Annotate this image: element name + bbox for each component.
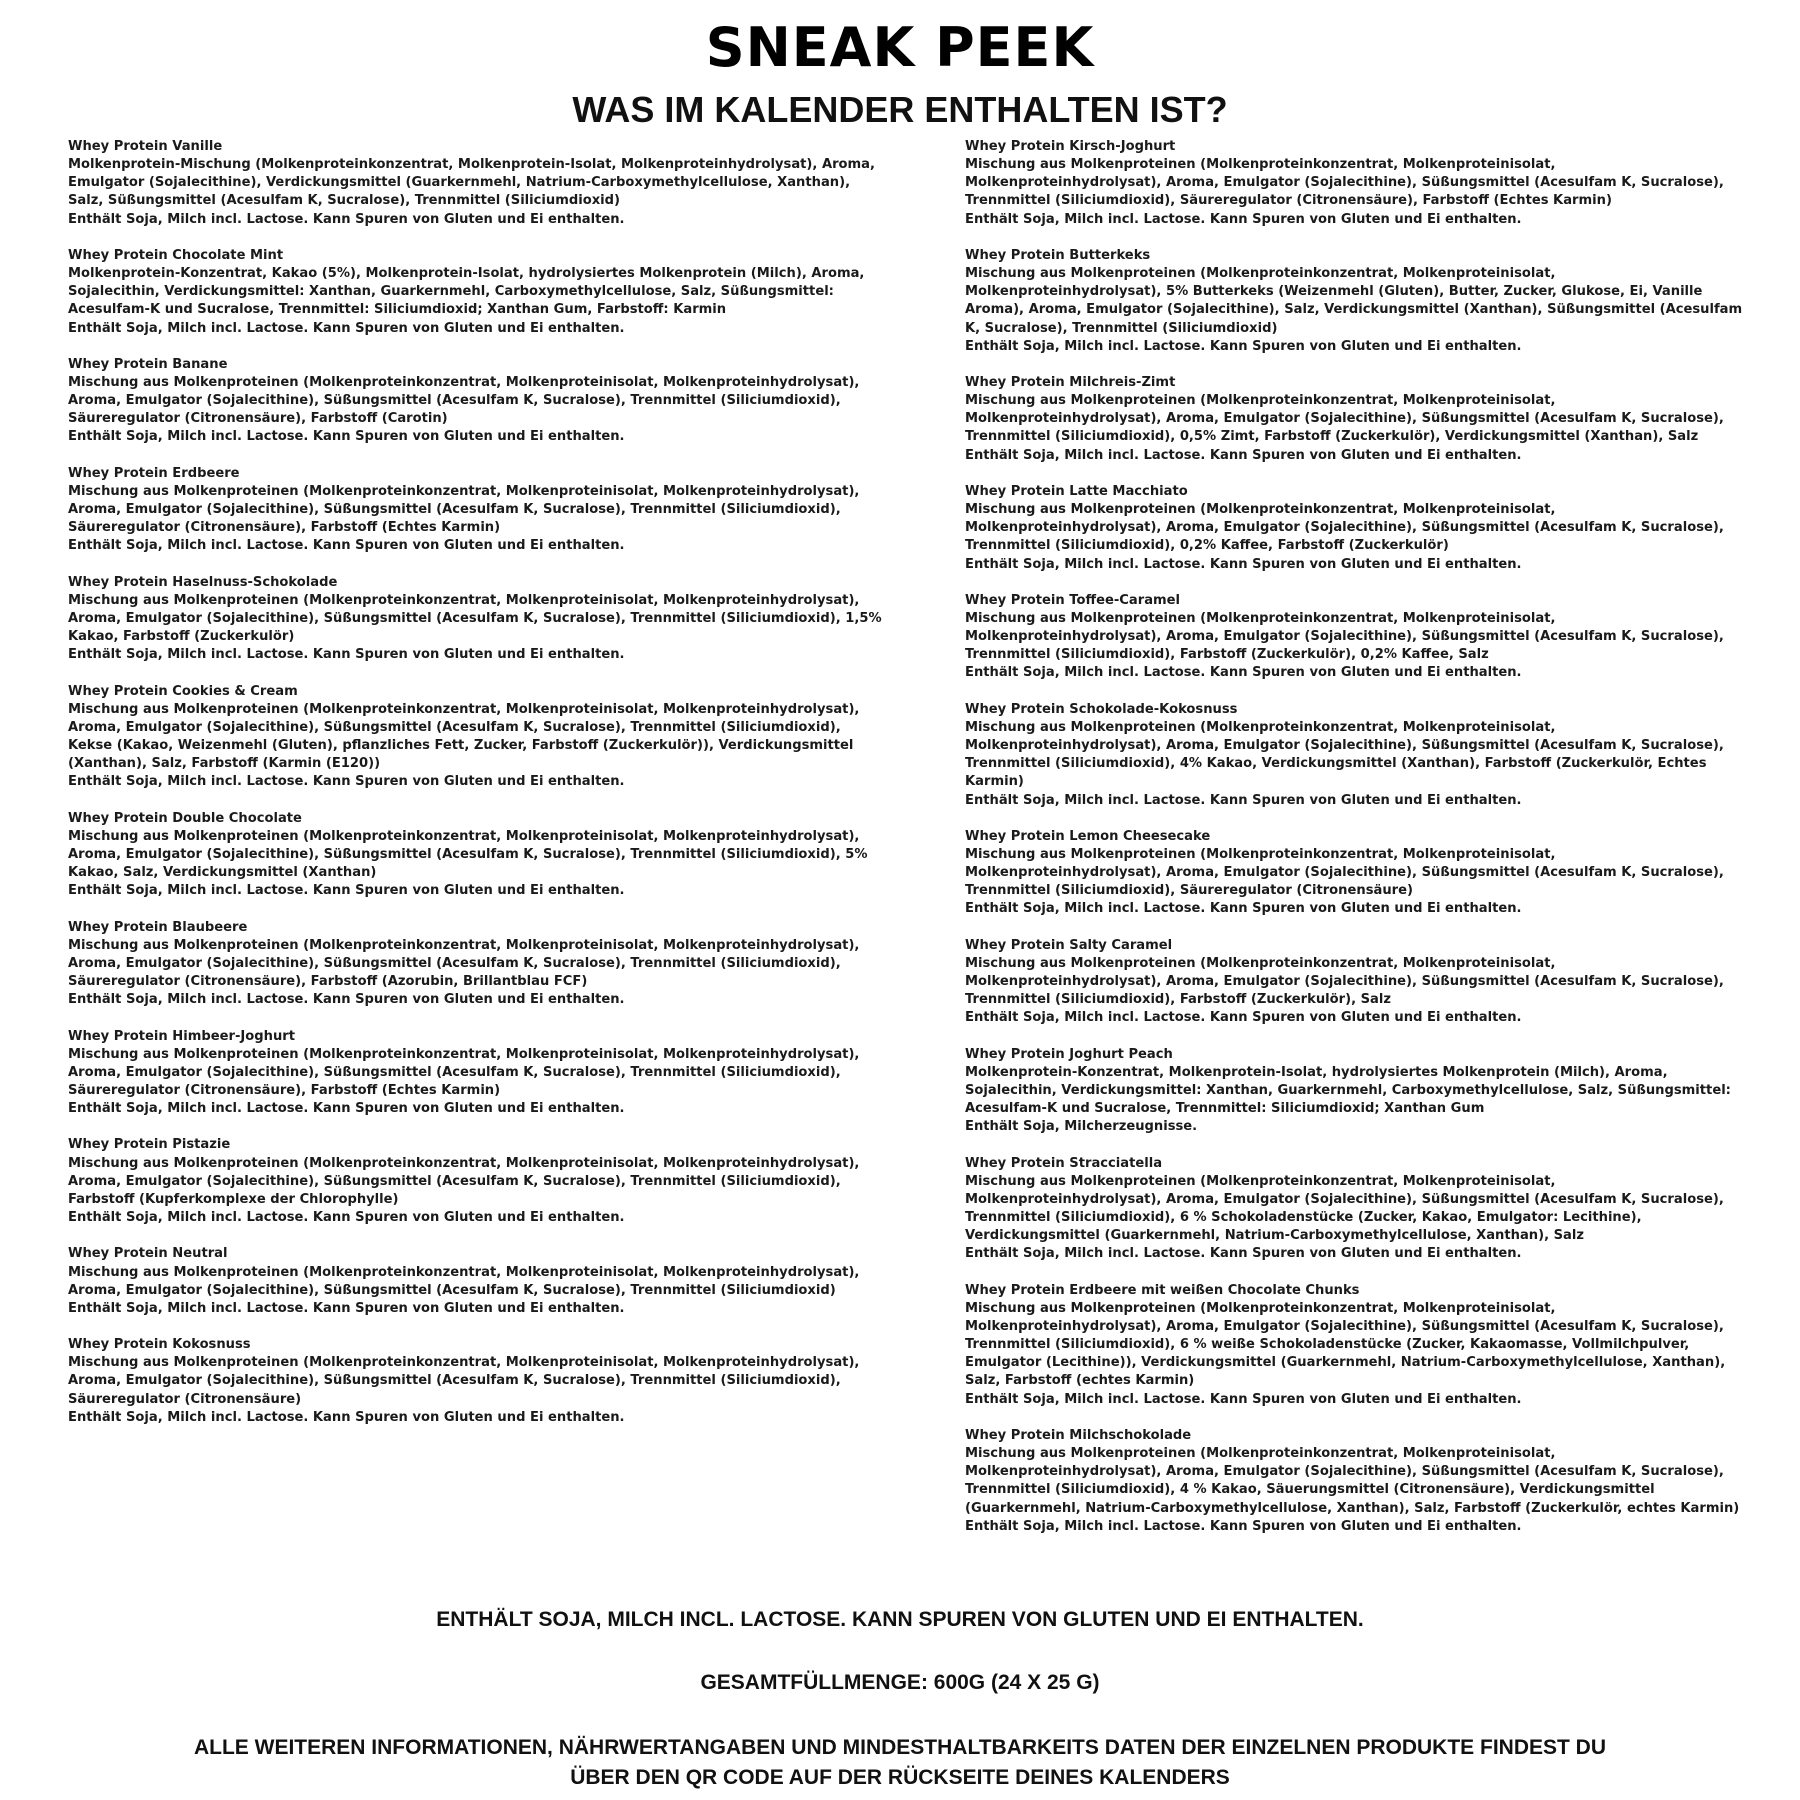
product-name: Whey Protein Salty Caramel (965, 937, 1173, 953)
product-item (68, 138, 888, 229)
product-item (68, 919, 888, 1010)
product-name: Whey Protein Banane (68, 356, 228, 372)
product-name: Whey Protein Erdbeere (68, 465, 240, 481)
product-item (68, 356, 888, 447)
product-ingredients: Mischung aus Molkenproteinen (Molkenproteinkonzentrat, Molkenproteinisolat, Molkenproteinhydrolysat), Aroma, Emulgator (Sojalecithine), Süßungsmittel (Acesulfam K, Sucralose), Trennmittel (Siliciumdioxid), 6 % Schokoladenstücke (Zucker, Kakao, Emulgator: Lecithine), Verdickungsmittel (Guarkernmehl, Natrium-Carboxymethylcellulose, Xanthan), Salz (965, 1173, 1724, 1244)
product-item (965, 374, 1755, 465)
product-item (965, 701, 1755, 810)
product-item (68, 1336, 888, 1427)
product-ingredients: Mischung aus Molkenproteinen (Molkenproteinkonzentrat, Molkenproteinisolat, Molkenproteinhydrolysat), Aroma, Emulgator (Sojalecithine), Süßungsmittel (Acesulfam K, Sucralose), Trennmittel (Siliciumdioxid), 4 % Kakao, Säuerungsmittel (Citronensäure), Verdickungsmittel (Guarkernmehl, Natrium-Carboxymethylcellulose, Xanthan), Salz, Farbstoff (Zuckerkulör, echtes Karmin) (965, 1446, 1740, 1516)
product-item (965, 828, 1755, 919)
product-ingredients: Mischung aus Molkenproteinen (Molkenproteinkonzentrat, Molkenproteinisolat, Molkenproteinhydrolysat), Aroma, Emulgator (Sojalecithine), Süßungsmittel (Acesulfam K, Sucralose), Trennmittel (Siliciumdioxid), 1,5% Kakao, Farbstoff (Zuckerkulör) (68, 592, 882, 645)
product-name: Whey Protein Neutral (68, 1246, 228, 1262)
product-name: Whey Protein Chocolate Mint (68, 247, 284, 263)
product-name: Whey Protein Haselnuss-Schokolade (68, 574, 338, 590)
product-item (965, 937, 1755, 1028)
product-ingredients: Mischung aus Molkenproteinen (Molkenproteinkonzentrat, Molkenproteinisolat, Molkenproteinhydrolysat), Aroma, Emulgator (Sojalecithine), Süßungsmittel (Acesulfam K, Sucralose), Trennmittel (Siliciumdioxid), Farbstoff (Kupferkomplexe der Chlorophylle) (68, 1155, 860, 1207)
page-subtitle: WAS IM KALENDER ENTHALTEN IST? (572, 89, 1228, 130)
product-ingredients: Molkenprotein-Mischung (Molkenproteinkonzentrat, Molkenprotein-Isolat, Molkenproteinhydrolysat), Aroma, Emulgator (Sojalecithine), Verdickungsmittel (Guarkernmehl, Natrium-Carboxymethylcellulose, Xanthan), Salz, Süßungsmittel (Acesulfam K, Sucralose), Trennmittel (Siliciumdioxid) (68, 157, 875, 209)
product-allergens: Enthält Soja, Milch incl. Lactose. Kann Spuren von Gluten und Ei enthalten. (965, 792, 1522, 808)
product-item (68, 1028, 888, 1119)
product-allergens: Enthält Soja, Milch incl. Lactose. Kann Spuren von Gluten und Ei enthalten. (965, 665, 1522, 681)
product-ingredients: Mischung aus Molkenproteinen (Molkenproteinkonzentrat, Molkenproteinisolat, Molkenproteinhydrolysat), Aroma, Emulgator (Sojalecithine), Süßungsmittel (Acesulfam K, Sucralose), Trennmittel (Siliciumdioxid), 6 % weiße Schokoladenstücke (Zucker, Kakaomasse, Vollmilchpulver, Emulgator (Lecithine)), Verdickungsmittel (Guarkernmehl, Natrium-Carboxymethylcellulose, Xanthan), Salz, Farbstoff (echtes Karmin) (965, 1300, 1726, 1389)
product-name: Whey Protein Himbeer-Joghurt (68, 1028, 296, 1044)
product-allergens: Enthält Soja, Milch incl. Lactose. Kann Spuren von Gluten und Ei enthalten. (965, 1010, 1522, 1026)
product-item (965, 247, 1755, 356)
product-name: Whey Protein Schokolade-Kokosnuss (965, 701, 1238, 717)
product-item (965, 483, 1755, 574)
product-allergens: Enthält Soja, Milch incl. Lactose. Kann Spuren von Gluten und Ei enthalten. (68, 774, 625, 790)
product-name: Whey Protein Lemon Cheesecake (965, 828, 1211, 844)
product-name: Whey Protein Joghurt Peach (965, 1046, 1173, 1062)
product-allergens: Enthält Soja, Milch incl. Lactose. Kann Spuren von Gluten und Ei enthalten. (965, 556, 1522, 572)
product-name: Whey Protein Pistazie (68, 1137, 231, 1153)
product-name: Whey Protein Stracciatella (965, 1155, 1163, 1171)
product-ingredients: Mischung aus Molkenproteinen (Molkenproteinkonzentrat, Molkenproteinisolat, Molkenproteinhydrolysat), Aroma, Emulgator (Sojalecithine), Süßungsmittel (Acesulfam K, Sucralose), Trennmittel (Siliciumdioxid), Säureregulator (Citronensäure), Farbstoff (Echtes Karmin) (965, 157, 1724, 209)
footer-total-amount: GESAMTFÜLLMENGE: 600G (24 X 25 G) (700, 1671, 1100, 1694)
product-allergens: Enthält Soja, Milch incl. Lactose. Kann Spuren von Gluten und Ei enthalten. (965, 1518, 1522, 1534)
product-item (965, 138, 1755, 229)
product-ingredients: Mischung aus Molkenproteinen (Molkenproteinkonzentrat, Molkenproteinisolat, Molkenproteinhydrolysat), Aroma, Emulgator (Sojalecithine), Süßungsmittel (Acesulfam K, Sucralose), Trennmittel (Siliciumdioxid), Kekse (Kakao, Weizenmehl (Gluten), pflanzliches Fett, Zucker, Farbstoff (Zuckerkulör)), Verdickungsmittel (Xanthan), Salz, Farbstoff (Karmin (E120)) (68, 701, 860, 772)
product-item (68, 683, 888, 792)
product-name: Whey Protein Kirsch-Joghurt (965, 139, 1176, 154)
footer-more-info: ALLE WEITEREN INFORMATIONEN, NÄHRWERTANGABEN UND MINDESTHALTBARKEITS DATEN DER EINZELNEN PRODUKTE FINDEST DU ÜBER DEN QR CODE AUF DER RÜCKSEITE DEINES KALENDERS (193, 1736, 1607, 1789)
product-ingredients: Mischung aus Molkenproteinen (Molkenproteinkonzentrat, Molkenproteinisolat, Molkenproteinhydrolysat), Aroma, Emulgator (Sojalecithine), Süßungsmittel (Acesulfam K, Sucralose), Trennmittel (Siliciumdioxid), Säureregulator (Citronensäure), Farbstoff (Carotin) (68, 375, 860, 427)
product-ingredients: Mischung aus Molkenproteinen (Molkenproteinkonzentrat, Molkenproteinisolat, Molkenproteinhydrolysat), Aroma, Emulgator (Sojalecithine), Süßungsmittel (Acesulfam K, Sucralose), Trennmittel (Siliciumdioxid), 5% Kakao, Salz, Verdickungsmittel (Xanthan) (68, 828, 868, 881)
product-allergens: Enthält Soja, Milch incl. Lactose. Kann Spuren von Gluten und Ei enthalten. (68, 883, 625, 899)
product-allergens: Enthält Soja, Milch incl. Lactose. Kann Spuren von Gluten und Ei enthalten. (68, 1101, 625, 1117)
product-ingredients: Mischung aus Molkenproteinen (Molkenproteinkonzentrat, Molkenproteinisolat, Molkenproteinhydrolysat), Aroma, Emulgator (Sojalecithine), Süßungsmittel (Acesulfam K, Sucralose), Trennmittel (Siliciumdioxid), Säureregulator (Citronensäure) (68, 1355, 860, 1407)
product-item (68, 1245, 888, 1318)
product-name: Whey Protein Butterkeks (965, 247, 1151, 263)
product-ingredients: Mischung aus Molkenproteinen (Molkenproteinkonzentrat, Molkenproteinisolat, Molkenproteinhydrolysat), Aroma, Emulgator (Sojalecithine), Süßungsmittel (Acesulfam K, Sucralose), Trennmittel (Siliciumdioxid), 4% Kakao, Verdickungsmittel (Xanthan), Farbstoff (Zuckerkulör, Echtes Karmin) (965, 719, 1724, 790)
product-allergens: Enthält Soja, Milch incl. Lactose. Kann Spuren von Gluten und Ei enthalten. (965, 1246, 1522, 1262)
product-item (965, 1282, 1755, 1409)
product-item (68, 465, 888, 556)
product-ingredients: Mischung aus Molkenproteinen (Molkenproteinkonzentrat, Molkenproteinisolat, Molkenproteinhydrolysat), Aroma, Emulgator (Sojalecithine), Süßungsmittel (Acesulfam K, Sucralose), Trennmittel (Siliciumdioxid), 0,5% Zimt, Farbstoff (Zuckerkulör), Verdickungsmittel (Xanthan), Salz (965, 393, 1724, 445)
product-allergens: Enthält Soja, Milch incl. Lactose. Kann Spuren von Gluten und Ei enthalten. (68, 1210, 625, 1226)
footer-allergen-notice: ENTHÄLT SOJA, MILCH INCL. LACTOSE. KANN SPUREN VON GLUTEN UND EI ENTHALTEN. (436, 1608, 1364, 1631)
product-allergens: Enthält Soja, Milcherzeugnisse. (965, 1119, 1198, 1135)
product-name: Whey Protein Double Chocolate (68, 810, 302, 826)
product-item (965, 1155, 1755, 1264)
product-ingredients: Mischung aus Molkenproteinen (Molkenproteinkonzentrat, Molkenproteinisolat, Molkenproteinhydrolysat), Aroma, Emulgator (Sojalecithine), Süßungsmittel (Acesulfam K, Sucralose), Trennmittel (Siliciumdioxid), Säureregulator (Citronensäure) (965, 847, 1724, 899)
product-allergens: Enthält Soja, Milch incl. Lactose. Kann Spuren von Gluten und Ei enthalten. (68, 1300, 625, 1316)
product-item (965, 1427, 1755, 1536)
product-name: Whey Protein Kokosnuss (68, 1337, 251, 1353)
product-name: Whey Protein Toffee-Caramel (965, 592, 1181, 608)
product-ingredients: Molkenprotein-Konzentrat, Molkenprotein-Isolat, hydrolysiertes Molkenprotein (Milch), Aroma, Sojalecithin, Verdickungsmittel: Xanthan, Guarkernmehl, Carboxymethylcellulose, Salz, Süßungsmittel: Acesulfam-K und Sucralose, Trennmittel: Siliciumdioxid; Xanthan Gum (965, 1064, 1731, 1117)
product-item (965, 1046, 1755, 1137)
product-ingredients: Mischung aus Molkenproteinen (Molkenproteinkonzentrat, Molkenproteinisolat, Molkenproteinhydrolysat), Aroma, Emulgator (Sojalecithine), Süßungsmittel (Acesulfam K, Sucralose), Trennmittel (Siliciumdioxid), Säureregulator (Citronensäure), Farbstoff (Echtes Karmin) (68, 1046, 860, 1098)
product-allergens: Enthält Soja, Milch incl. Lactose. Kann Spuren von Gluten und Ei enthalten. (965, 1391, 1522, 1407)
product-ingredients: Molkenprotein-Konzentrat, Kakao (5%), Molkenprotein-Isolat, hydrolysiertes Molkenprotein (Milch), Aroma, Sojalecithin, Verdickungsmittel: Xanthan, Guarkernmehl, Carboxymethylcellulose, Salz, Süßungsmittel: Acesulfam-K und Sucralose, Trennmittel: Siliciumdioxid; Xanthan Gum, Farbstoff: Karmin (68, 266, 865, 318)
product-name: Whey Protein Latte Macchiato (965, 483, 1188, 499)
product-allergens: Enthält Soja, Milch incl. Lactose. Kann Spuren von Gluten und Ei enthalten. (68, 992, 625, 1008)
product-list-left (68, 138, 888, 1445)
product-ingredients: Mischung aus Molkenproteinen (Molkenproteinkonzentrat, Molkenproteinisolat, Molkenproteinhydrolysat), Aroma, Emulgator (Sojalecithine), Süßungsmittel (Acesulfam K, Sucralose), Trennmittel (Siliciumdioxid), Säureregulator (Citronensäure), Farbstoff (Azorubin, Brillantblau FCF) (68, 937, 860, 990)
product-item (68, 810, 888, 901)
product-allergens: Enthält Soja, Milch incl. Lactose. Kann Spuren von Gluten und Ei enthalten. (68, 320, 625, 336)
product-name: Whey Protein Erdbeere mit weißen Chocolate Chunks (965, 1282, 1360, 1298)
product-ingredients: Mischung aus Molkenproteinen (Molkenproteinkonzentrat, Molkenproteinisolat, Molkenproteinhydrolysat), Aroma, Emulgator (Sojalecithine), Süßungsmittel (Acesulfam K, Sucralose), Trennmittel (Siliciumdioxid), Farbstoff (Zuckerkulör), 0,2% Kaffee, Salz (965, 611, 1724, 663)
product-ingredients: Mischung aus Molkenproteinen (Molkenproteinkonzentrat, Molkenproteinisolat, Molkenproteinhydrolysat), Aroma, Emulgator (Sojalecithine), Süßungsmittel (Acesulfam K, Sucralose), Trennmittel (Siliciumdioxid), Farbstoff (Zuckerkulör), Salz (965, 955, 1724, 1008)
product-allergens: Enthält Soja, Milch incl. Lactose. Kann Spuren von Gluten und Ei enthalten. (965, 338, 1522, 354)
product-ingredients: Mischung aus Molkenproteinen (Molkenproteinkonzentrat, Molkenproteinisolat, Molkenproteinhydrolysat), Aroma, Emulgator (Sojalecithine), Süßungsmittel (Acesulfam K, Sucralose), Trennmittel (Siliciumdioxid) (68, 1264, 860, 1298)
product-name: Whey Protein Milchschokolade (965, 1427, 1192, 1443)
product-name: Whey Protein Blaubeere (68, 919, 248, 935)
product-allergens: Enthält Soja, Milch incl. Lactose. Kann Spuren von Gluten und Ei enthalten. (68, 1409, 625, 1425)
product-allergens: Enthält Soja, Milch incl. Lactose. Kann Spuren von Gluten und Ei enthalten. (68, 647, 625, 663)
product-allergens: Enthält Soja, Milch incl. Lactose. Kann Spuren von Gluten und Ei enthalten. (965, 447, 1522, 463)
product-ingredients: Mischung aus Molkenproteinen (Molkenproteinkonzentrat, Molkenproteinisolat, Molkenproteinhydrolysat), Aroma, Emulgator (Sojalecithine), Süßungsmittel (Acesulfam K, Sucralose), Trennmittel (Siliciumdioxid), Säureregulator (Citronensäure), Farbstoff (Echtes Karmin) (68, 483, 860, 536)
product-allergens: Enthält Soja, Milch incl. Lactose. Kann Spuren von Gluten und Ei enthalten. (68, 211, 625, 227)
page-title: SNEAK PEEK (705, 16, 1095, 79)
product-list-right (965, 138, 1755, 1554)
product-name: Whey Protein Vanille (68, 139, 223, 154)
product-item (68, 1136, 888, 1227)
product-allergens: Enthält Soja, Milch incl. Lactose. Kann Spuren von Gluten und Ei enthalten. (68, 429, 625, 445)
product-allergens: Enthält Soja, Milch incl. Lactose. Kann Spuren von Gluten und Ei enthalten. (68, 538, 625, 554)
product-allergens: Enthält Soja, Milch incl. Lactose. Kann Spuren von Gluten und Ei enthalten. (965, 211, 1522, 227)
product-name: Whey Protein Milchreis-Zimt (965, 375, 1176, 390)
product-allergens: Enthält Soja, Milch incl. Lactose. Kann Spuren von Gluten und Ei enthalten. (965, 901, 1522, 917)
product-item (68, 247, 888, 338)
product-ingredients: Mischung aus Molkenproteinen (Molkenproteinkonzentrat, Molkenproteinisolat, Molkenproteinhydrolysat), Aroma, Emulgator (Sojalecithine), Süßungsmittel (Acesulfam K, Sucralose), Trennmittel (Siliciumdioxid), 0,2% Kaffee, Farbstoff (Zuckerkulör) (965, 502, 1724, 554)
product-item (965, 592, 1755, 683)
product-name: Whey Protein Cookies & Cream (68, 683, 298, 699)
product-ingredients: Mischung aus Molkenproteinen (Molkenproteinkonzentrat, Molkenproteinisolat, Molkenproteinhydrolysat), 5% Butterkeks (Weizenmehl (Gluten), Butter, Zucker, Glukose, Ei, Vanille Aroma), Aroma, Emulgator (Sojalecithine), Salz, Verdickungsmittel (Xanthan), Süßungsmittel (Acesulfam K, Sucralose), Trennmittel (Siliciumdioxid) (965, 266, 1743, 336)
product-item (68, 574, 888, 665)
